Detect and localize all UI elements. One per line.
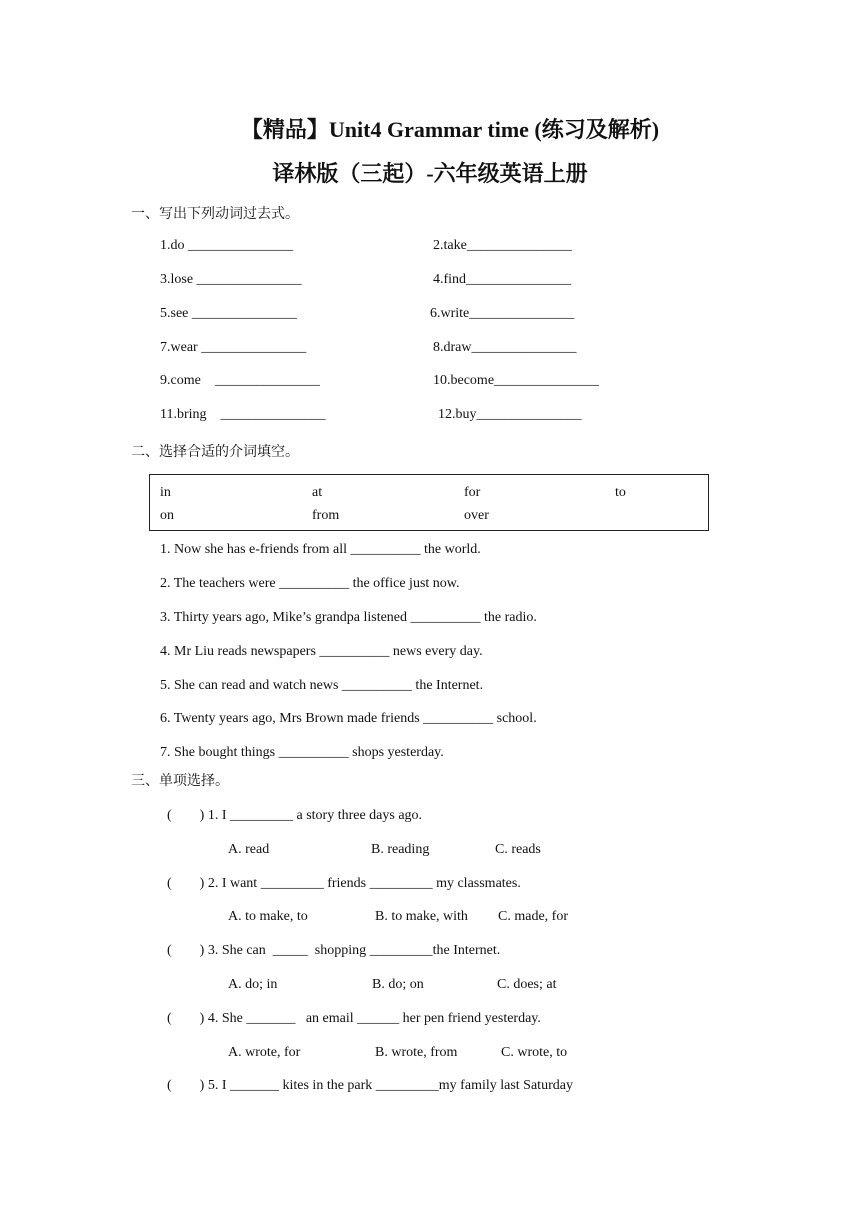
option-a: A. do; in bbox=[228, 977, 278, 992]
question-stem: ( ) 4. She _______ an email ______ her pen friend yesterday. bbox=[167, 1011, 541, 1026]
option-a: A. wrote, for bbox=[228, 1045, 301, 1060]
option-c: C. does; at bbox=[497, 977, 557, 992]
section1-heading: 一、写出下列动词过去式。 bbox=[131, 207, 299, 222]
fill-sentence: 5. She can read and watch news __________ the Internet. bbox=[160, 678, 484, 693]
option-c: C. reads bbox=[495, 842, 541, 857]
fill-sentence: 3. Thirty years ago, Mike’s grandpa listened __________ the radio. bbox=[160, 610, 537, 625]
fill-sentence: 4. Mr Liu reads newspapers __________ news every day. bbox=[160, 644, 483, 659]
word-bank-word: in bbox=[160, 485, 171, 500]
option-b: B. to make, with bbox=[375, 909, 468, 924]
verb-item: 10.become_______________ bbox=[433, 373, 600, 388]
document-subtitle: 译林版（三起）-六年级英语上册 bbox=[272, 161, 588, 186]
option-c: C. wrote, to bbox=[501, 1045, 568, 1060]
option-b: B. do; on bbox=[372, 977, 424, 992]
verb-item: 3.lose _______________ bbox=[160, 272, 302, 287]
word-bank-word: to bbox=[615, 485, 626, 500]
verb-item: 8.draw_______________ bbox=[433, 340, 577, 355]
option-b: B. wrote, from bbox=[375, 1045, 458, 1060]
option-a: A. read bbox=[228, 842, 270, 857]
document-title: 【精品】Unit4 Grammar time (练习及解析) bbox=[240, 117, 660, 142]
fill-sentence: 2. The teachers were __________ the office just now. bbox=[160, 576, 460, 591]
verb-item: 12.buy_______________ bbox=[438, 407, 582, 422]
verb-item: 4.find_______________ bbox=[433, 272, 572, 287]
word-bank-word: for bbox=[464, 485, 481, 500]
word-bank-word: from bbox=[312, 508, 340, 523]
verb-item: 5.see _______________ bbox=[160, 306, 297, 321]
question-stem: ( ) 2. I want _________ friends _________ my classmates. bbox=[167, 876, 521, 891]
fill-sentence: 6. Twenty years ago, Mrs Brown made friends __________ school. bbox=[160, 711, 537, 726]
word-bank-box bbox=[149, 474, 709, 531]
verb-item: 11.bring _______________ bbox=[160, 407, 326, 422]
verb-item: 2.take_______________ bbox=[433, 238, 572, 253]
verb-item: 1.do _______________ bbox=[160, 238, 293, 253]
fill-sentence: 7. She bought things __________ shops yesterday. bbox=[160, 745, 444, 760]
option-c: C. made, for bbox=[498, 909, 568, 924]
section2-heading: 二、选择合适的介词填空。 bbox=[131, 445, 299, 460]
option-a: A. to make, to bbox=[228, 909, 308, 924]
verb-item: 7.wear _______________ bbox=[160, 340, 307, 355]
verb-item: 9.come _______________ bbox=[160, 373, 320, 388]
question-stem: ( ) 1. I _________ a story three days ago. bbox=[167, 808, 423, 823]
question-stem: ( ) 5. I _______ kites in the park _________my family last Saturday bbox=[167, 1078, 573, 1093]
section3-heading: 三、单项选择。 bbox=[131, 774, 229, 789]
fill-sentence: 1. Now she has e-friends from all __________ the world. bbox=[160, 542, 481, 557]
option-b: B. reading bbox=[371, 842, 430, 857]
verb-item: 6.write_______________ bbox=[430, 306, 575, 321]
word-bank-word: over bbox=[464, 508, 489, 523]
word-bank-word: at bbox=[312, 485, 323, 500]
question-stem: ( ) 3. She can _____ shopping _________the Internet. bbox=[167, 943, 501, 958]
word-bank-word: on bbox=[160, 508, 174, 523]
